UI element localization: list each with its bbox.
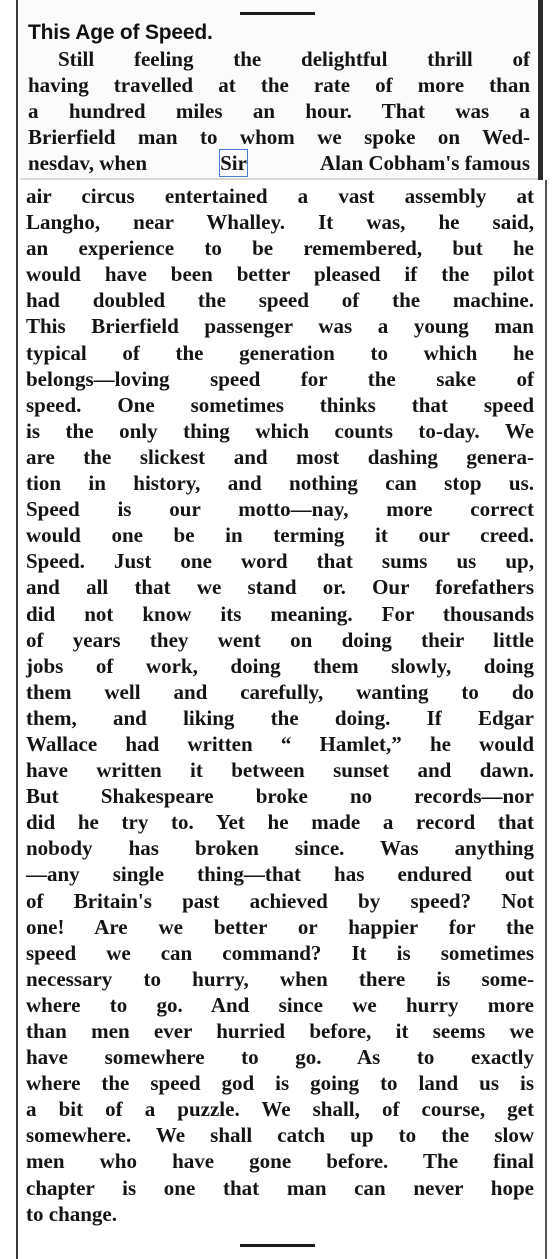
article-line: Speed is our motto—nay, more correct [26, 497, 534, 522]
article-line: of years they went on doing their little [26, 627, 534, 652]
article-line: tion in history, and nothing can stop us. [26, 471, 534, 496]
article-line: Still feeling the delightful thrill of [58, 47, 530, 71]
article-line: them, and liking the doing. If Edgar [26, 705, 534, 730]
article-line: to change. [26, 1201, 117, 1226]
article-line: —any single thing—that has endured out [26, 862, 534, 887]
article-line: where the speed god is going to land us is [26, 1071, 534, 1096]
article-line: This Brierfield passenger was a young man [26, 314, 534, 339]
article-line: is the only thing which counts to-day. We [26, 418, 534, 443]
highlighted-word[interactable]: Sir [220, 151, 247, 176]
article-line-part: nesdav, when [28, 151, 148, 176]
article-line: had doubled the speed of the machine. [26, 288, 534, 313]
article-line: having travelled at the rate of more than [28, 73, 530, 98]
article-body-bottom [26, 183, 534, 1227]
article-line: one! Are we better or happier for the [26, 914, 534, 939]
article-line: necessary to hurry, when there is some- [26, 966, 534, 991]
article-line: jobs of work, doing them slowly, doing [26, 653, 534, 678]
article-line: Brierfield man to whom we spoke on Wed- [28, 125, 530, 150]
column-rule-right-bottom [545, 180, 547, 1259]
article-line: of Britain's past achieved by speed? Not [26, 888, 534, 913]
clipping-seam [20, 178, 540, 180]
article-line: nobody has broken since. Was anything [26, 836, 534, 861]
top-rule [240, 12, 315, 15]
article-line: them well and carefully, wanting to do [26, 679, 534, 704]
article-line: would have been better pleased if the pilot [26, 262, 534, 287]
article-line: where to go. And since we hurry more [26, 992, 534, 1017]
article-headline: This Age of Speed. [28, 21, 213, 44]
article-line: would one be in terming it our creed. [26, 523, 534, 548]
article-line: have somewhere to go. As to exactly [26, 1045, 534, 1070]
article-line: Langho, near Whalley. It was, he said, [26, 210, 534, 235]
article-line: a hundred miles an hour. That was a [28, 99, 530, 124]
article-line: did he try to. Yet he made a record that [26, 810, 534, 835]
article-line-part: Alan Cobham's famous [319, 151, 530, 176]
article-line: typical of the generation to which he [26, 340, 534, 365]
article-line: did not know its meaning. For thousands [26, 601, 534, 626]
article-line: Wallace had written “ Hamlet,” he would [26, 731, 534, 756]
article-line: speed. One sometimes thinks that speed [26, 392, 534, 417]
article-line: and all that we stand or. Our forefathers [26, 575, 534, 600]
article-line: an experience to be remembered, but he [26, 236, 534, 261]
article-line: somewhere. We shall catch up to the slow [26, 1123, 534, 1148]
article-line: belongs—loving speed for the sake of [26, 366, 534, 391]
article-line: men who have gone before. The final [26, 1149, 534, 1174]
article-line: a bit of a puzzle. We shall, of course, get [26, 1097, 534, 1122]
article-line: speed we can command? It is sometimes [26, 940, 534, 965]
article-body-top [28, 46, 530, 176]
article-line [28, 150, 530, 176]
article-line: have written it between sunset and dawn. [26, 758, 534, 783]
article-line: Speed. Just one word that sums us up, [26, 549, 534, 574]
article-line: chapter is one that man can never hope [26, 1175, 534, 1200]
article-line: air circus entertained a vast assembly at [26, 184, 534, 208]
column-rule-right-top [538, 0, 543, 180]
bottom-rule [240, 1244, 315, 1247]
article-line: than men ever hurried before, it seems we [26, 1019, 534, 1043]
column-rule-left [16, 0, 18, 1259]
article-line: But Shakespeare broke no records—nor [26, 784, 534, 809]
article-line: are the slickest and most dashing genera- [26, 444, 534, 469]
